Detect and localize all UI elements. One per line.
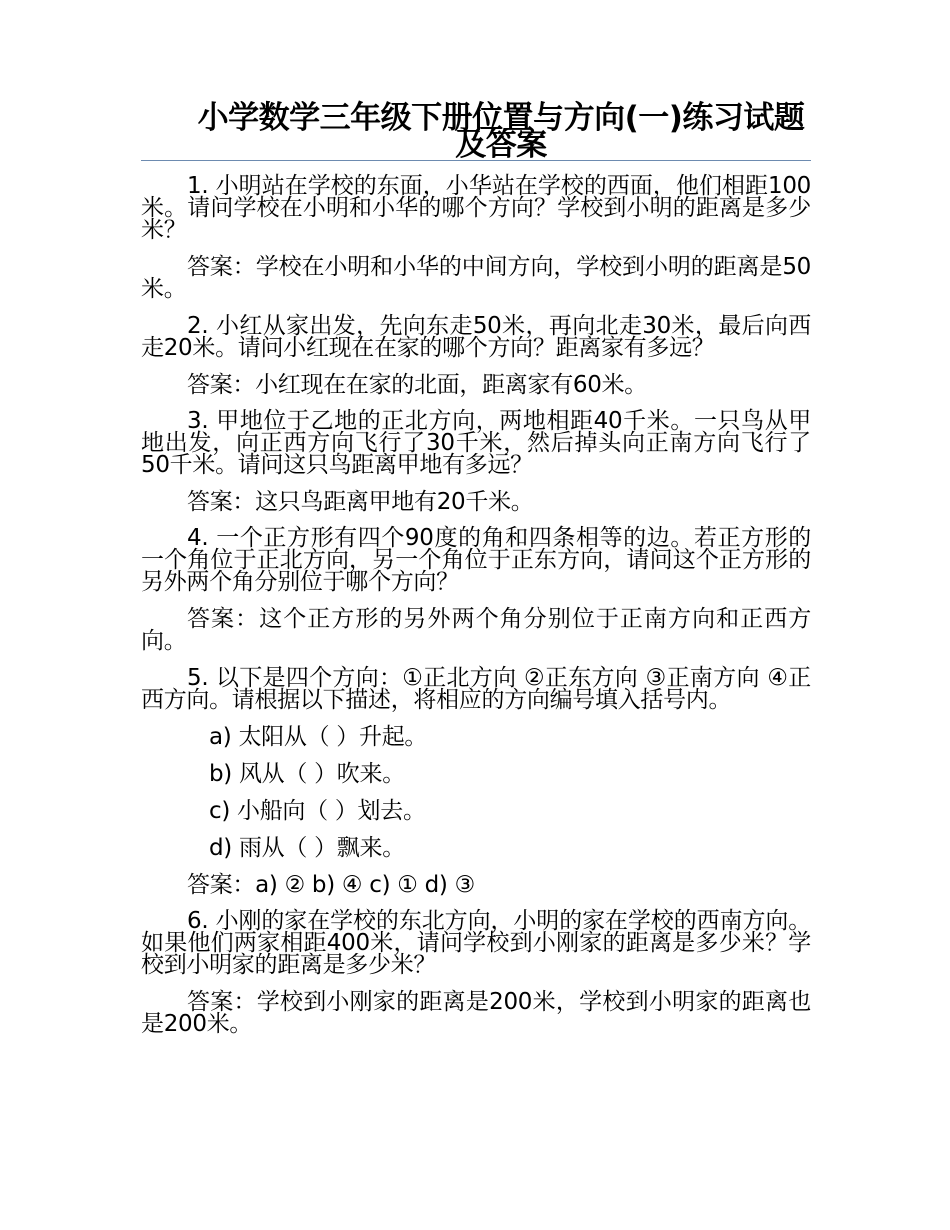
question-5-option-d: d) 雨从（ ）飘来。 [209,835,405,861]
answer-2: 答案：小红现在在家的北面，距离家有60米。 [187,372,647,398]
question-5-option-a: a) 太阳从（ ）升起。 [209,724,428,750]
question-1: 1. 小明站在学校的东面，小华站在学校的西面，他们相距100米。请问学校在小明和小华的哪个方向？学校到小明的距离是多少米？ [141,173,811,243]
question-3: 3. 甲地位于乙地的正北方向，两地相距40千米。一只鸟从甲地出发，向正西方向飞行了30千米，然后掉头向正南方向飞行了50千米。请问这只鸟距离甲地有多远？ [141,408,811,478]
question-5: 5. 以下是四个方向：①正北方向 ②正东方向 ③正南方向 ④正西方向。请根据以下描述，将相应的方向编号填入括号内。 [141,665,811,713]
question-5-option-c: c) 小船向（ ）划去。 [209,798,426,824]
question-5-option-b: b) 风从（ ）吹来。 [209,761,405,787]
question-2: 2. 小红从家出发，先向东走50米，再向北走30米，最后向西走20米。请问小红现在在家的哪个方向？距离家有多远？ [141,313,811,361]
answer-6: 答案：学校到小刚家的距离是200米，学校到小明家的距离也是200米。 [141,989,811,1037]
document-page [141,100,811,1050]
question-4: 4. 一个正方形有四个90度的角和四条相等的边。若正方形的一个角位于正北方向，另一个角位于正东方向，请问这个正方形的另外两个角分别位于哪个方向？ [141,525,811,595]
answer-1: 答案：学校在小明和小华的中间方向，学校到小明的距离是50米。 [141,254,811,302]
answer-4: 答案：这个正方形的另外两个角分别位于正南方向和正西方向。 [141,606,811,654]
answer-3: 答案：这只鸟距离甲地有20千米。 [187,489,534,515]
question-6: 6. 小刚的家在学校的东北方向，小明的家在学校的西南方向。如果他们两家相距400米，请问学校到小刚家的距离是多少米？学校到小明家的距离是多少米？ [141,908,811,978]
answer-5: 答案：a) ② b) ④ c) ① d) ③ [187,872,475,898]
document-title: 小学数学三年级下册位置与方向(一)练习试题及答案 [197,100,805,163]
